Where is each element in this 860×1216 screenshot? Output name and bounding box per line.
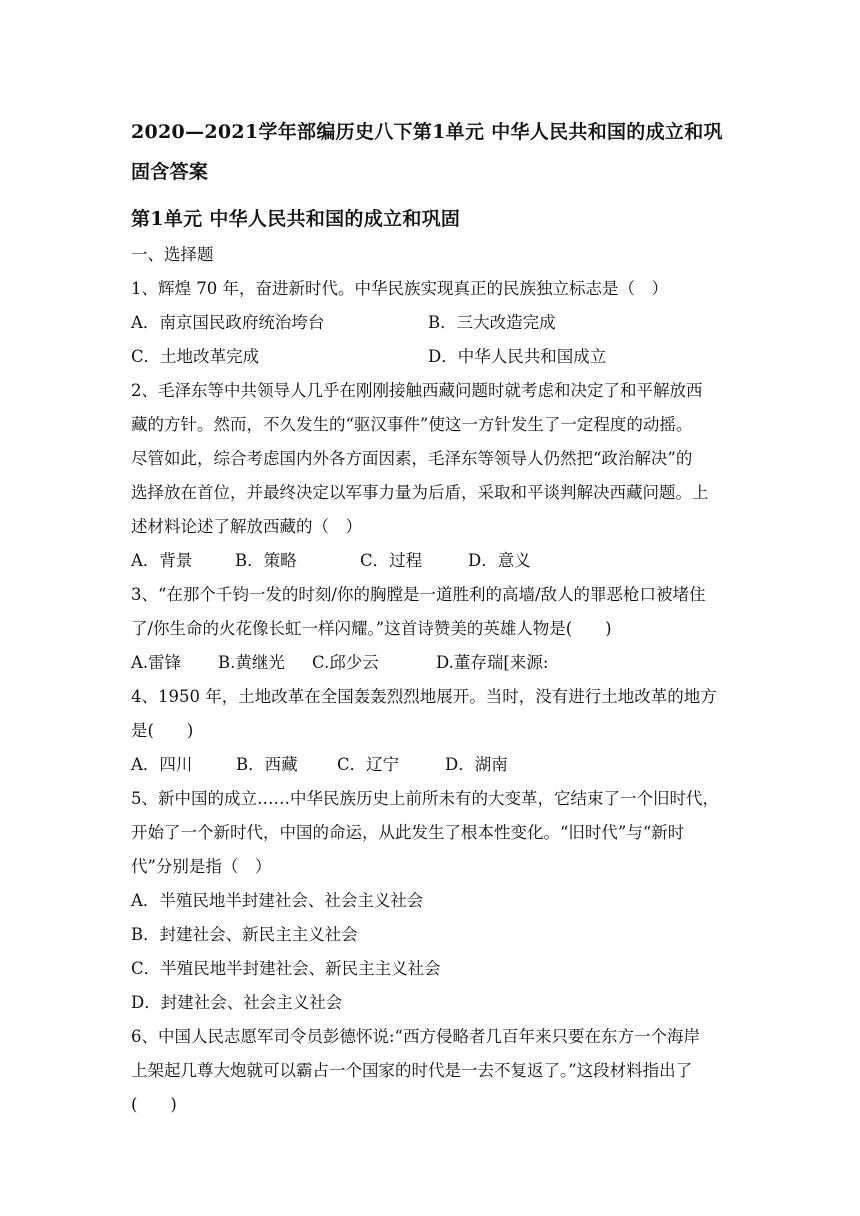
question-5-option-b: B．封建社会、新民主主义社会 [131, 925, 358, 944]
question-3-line-1: 3、“在那个千钧一发的时刻/你的胸膛是一道胜利的高墙/敌人的罪恶枪口被堵住 [131, 585, 706, 604]
question-3-line-2: 了/你生命的火花像长虹一样闪耀。”这首诗赞美的英雄人物是( ) [131, 619, 612, 638]
question-3-option-d: D.董存瑞[来源: [436, 653, 549, 672]
question-1-option-a: A．南京国民政府统治垮台 [131, 313, 325, 332]
question-3-option-c: C.邱少云 [312, 653, 379, 672]
question-3-option-b: B.黄继光 [218, 653, 285, 672]
question-5-line-2: 开始了一个新时代，中国的命运，从此发生了根本性变化。“旧时代”与“新时 [131, 823, 685, 842]
question-2-option-d: D．意义 [468, 551, 531, 570]
question-2-option-b: B．策略 [235, 551, 297, 570]
question-1-option-c: C．土地改革完成 [131, 347, 260, 366]
question-2-option-c: C．过程 [360, 551, 423, 570]
question-1-stem: 1、辉煌 70 年，奋进新时代。中华民族实现真正的民族独立标志是（ ） [131, 279, 668, 298]
question-4-line-1: 4、1950 年，土地改革在全国轰轰烈烈地展开。当时，没有进行土地改革的地方 [131, 687, 717, 706]
unit-heading: 第1单元 中华人民共和国的成立和巩固 [131, 208, 461, 230]
question-5-line-3: 代”分别是指（ ） [131, 857, 272, 876]
question-5-line-1: 5、新中国的成立……中华民族历史上前所未有的大变革，它结束了一个旧时代， [131, 789, 719, 808]
question-2-line-5: 述材料论述了解放西藏的（ ） [131, 517, 362, 536]
question-2-line-4: 选择放在首位，并最终决定以军事力量为后盾，采取和平谈判解决西藏问题。上 [131, 483, 709, 502]
question-6-line-2: 上架起几尊大炮就可以霸占一个国家的时代是一去不复返了。”这段材料指出了 [131, 1061, 693, 1080]
question-4-option-a: A．四川 [131, 755, 193, 774]
question-6-line-3: ( ) [131, 1095, 177, 1114]
question-1-option-d: D．中华人民共和国成立 [428, 347, 607, 366]
question-6-line-1: 6、中国人民志愿军司令员彭德怀说:“西方侵略者几百年来只要在东方一个海岸 [131, 1027, 700, 1046]
question-5-option-a: A．半殖民地半封建社会、社会主义社会 [131, 891, 424, 910]
question-2-line-1: 2、毛泽东等中共领导人几乎在刚刚接触西藏问题时就考虑和决定了和平解放西 [131, 381, 703, 400]
question-4-option-d: D．湖南 [445, 755, 508, 774]
question-4-option-b: B．西藏 [236, 755, 298, 774]
question-1-option-b: B．三大改造完成 [428, 313, 556, 332]
question-5-option-d: D．封建社会、社会主义社会 [131, 993, 343, 1012]
question-4-line-2: 是( ) [131, 721, 194, 740]
question-5-option-c: C．半殖民地半封建社会、新民主主义社会 [131, 959, 441, 978]
question-3-option-a: A.雷锋 [131, 653, 182, 672]
section-heading: 一、选择题 [131, 245, 214, 264]
question-2-line-3: 尽管如此，综合考虑国内外各方面因素，毛泽东等领导人仍然把“政治解决”的 [131, 449, 693, 468]
question-2-option-a: A．背景 [131, 551, 193, 570]
question-4-option-c: C．辽宁 [337, 755, 400, 774]
document-title-line-1: 2020—2021学年部编历史八下第1单元 中华人民共和国的成立和巩 [131, 121, 723, 143]
question-2-line-2: 藏的方针。然而，不久发生的“驱汉事件”使这一方针发生了一定程度的动摇。 [131, 415, 693, 434]
document-title-line-2: 固含答案 [131, 161, 209, 183]
